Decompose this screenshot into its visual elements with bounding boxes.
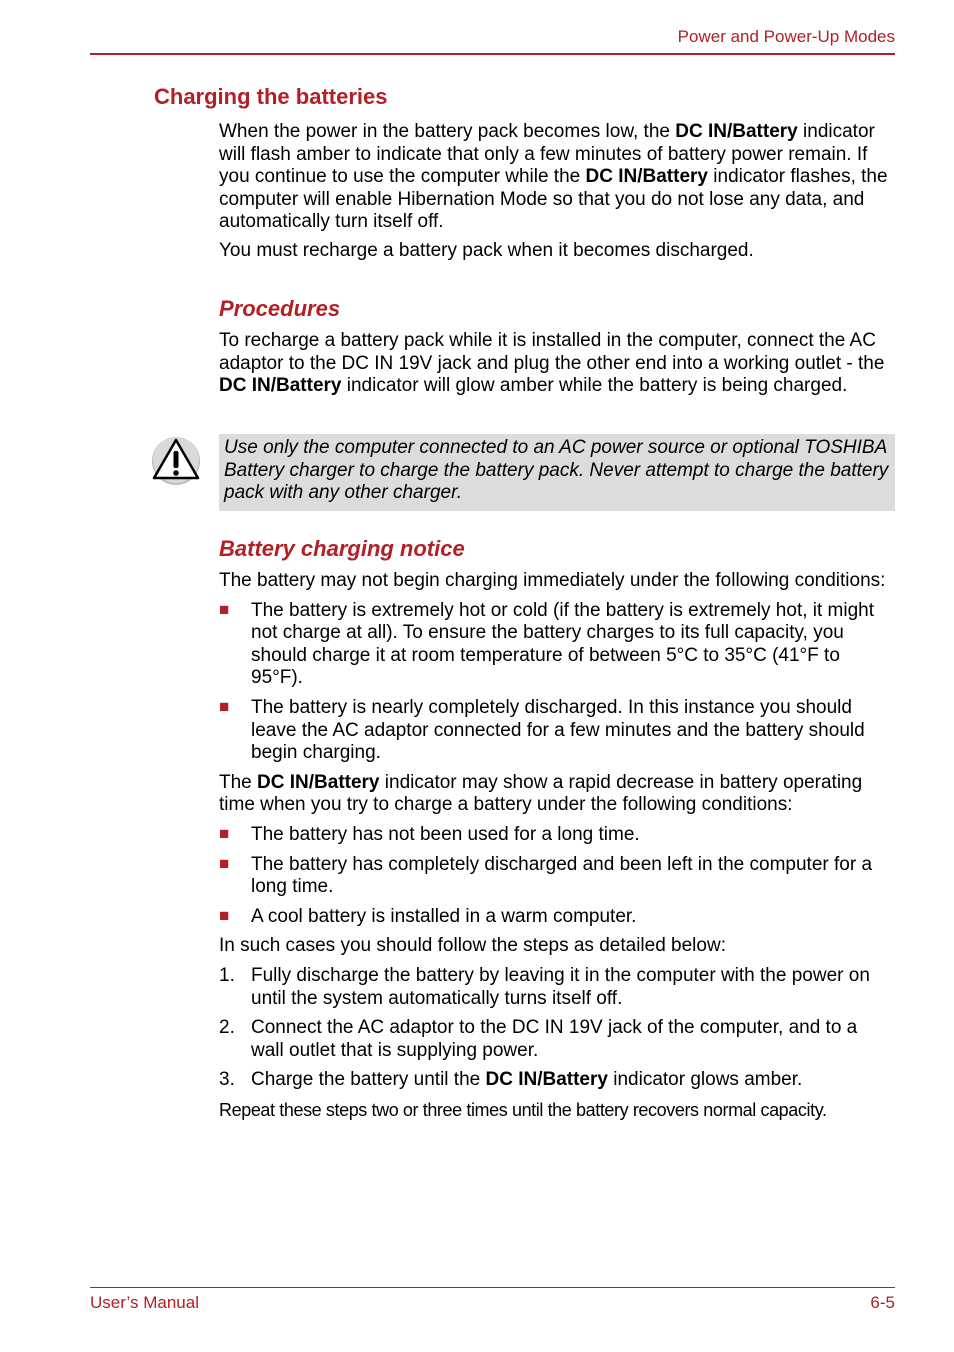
step-item: 1. Fully discharge the battery by leaving it in the computer with the power on until the system automatically turns itself off. [219, 964, 870, 1009]
notice-heading: Battery charging notice [219, 536, 465, 561]
running-header: Power and Power-Up Modes [677, 27, 895, 46]
procedures-paragraph: To recharge a battery pack while it is installed in the computer, connect the AC adaptor to the DC IN 19V jack and plug the other end into a working outlet - the DC IN/Battery indicator will glow amber while the battery is being charged. [219, 330, 885, 397]
footer-manual-title: User’s Manual [90, 1293, 199, 1312]
bullet-marker: ■ [219, 599, 230, 619]
section-heading: Charging the batteries [154, 84, 388, 109]
steps-intro-paragraph: In such cases you should follow the steps as detailed below: [219, 935, 726, 957]
bullet-marker: ■ [219, 905, 230, 925]
indicator-paragraph: The DC IN/Battery indicator may show a rapid decrease in battery operating time when you try to charge a battery under the following conditions: [219, 771, 863, 816]
header-rule [90, 53, 895, 55]
procedures-block [219, 296, 895, 398]
repeat-paragraph: Repeat these steps two or three times until the battery recovers normal capacity. [219, 1099, 827, 1120]
list-item: ■ The battery is nearly completely discharged. In this instance you should leave the AC adaptor connected for a few minutes and the battery should begin charging. [219, 696, 865, 764]
list-item: ■ The battery has completely discharged and been left in the computer for a long time. [219, 853, 873, 898]
list-item: ■ The battery has not been used for a long time. [219, 823, 640, 845]
step-item: 3. Charge the battery until the DC IN/Battery indicator glows amber. [219, 1069, 803, 1091]
list-item: ■ A cool battery is installed in a warm computer. [219, 905, 637, 927]
intro-paragraph: When the power in the battery pack becomes low, the DC IN/Battery indicator will flash amber to indicate that only a few minutes of battery power remain. If you continue to use the computer while the DC IN/Battery indicator flashes, the computer will enable Hibernation Mode so that you do not lose any data, and automatically turn itself off. [219, 121, 888, 233]
procedures-heading: Procedures [219, 296, 341, 321]
notice-paragraph: The battery may not begin charging immediately under the following conditions: [219, 570, 886, 591]
intro-block [219, 121, 895, 263]
bullet-marker: ■ [219, 696, 230, 716]
list-item: ■ The battery is extremely hot or cold (if the battery is extremely hot, it might not charge at all). To ensure the battery charges to its full capacity, you should charge it at room temperature of between 5°C to 35°C (41°F to 95°F). [219, 599, 875, 689]
page-number: 6-5 [870, 1293, 895, 1312]
bullet-marker: ■ [219, 853, 230, 873]
notice-block [219, 536, 895, 1121]
warning-note: Use only the computer connected to an AC power source or optional TOSHIBA Battery charger to charge the battery pack. Never attempt to charge the battery pack with any other charger. [219, 434, 895, 511]
step-number: 2. [219, 1017, 235, 1039]
recharge-paragraph: You must recharge a battery pack when it becomes discharged. [219, 239, 754, 261]
step-number: 3. [219, 1069, 235, 1091]
step-number: 1. [219, 964, 235, 986]
footer-rule [90, 1287, 895, 1288]
step-item: 2. Connect the AC adaptor to the DC IN 19V jack of the computer, and to a wall outlet that is supplying power. [219, 1017, 858, 1061]
bullet-marker: ■ [219, 823, 230, 843]
warning-triangle-icon [150, 434, 202, 486]
